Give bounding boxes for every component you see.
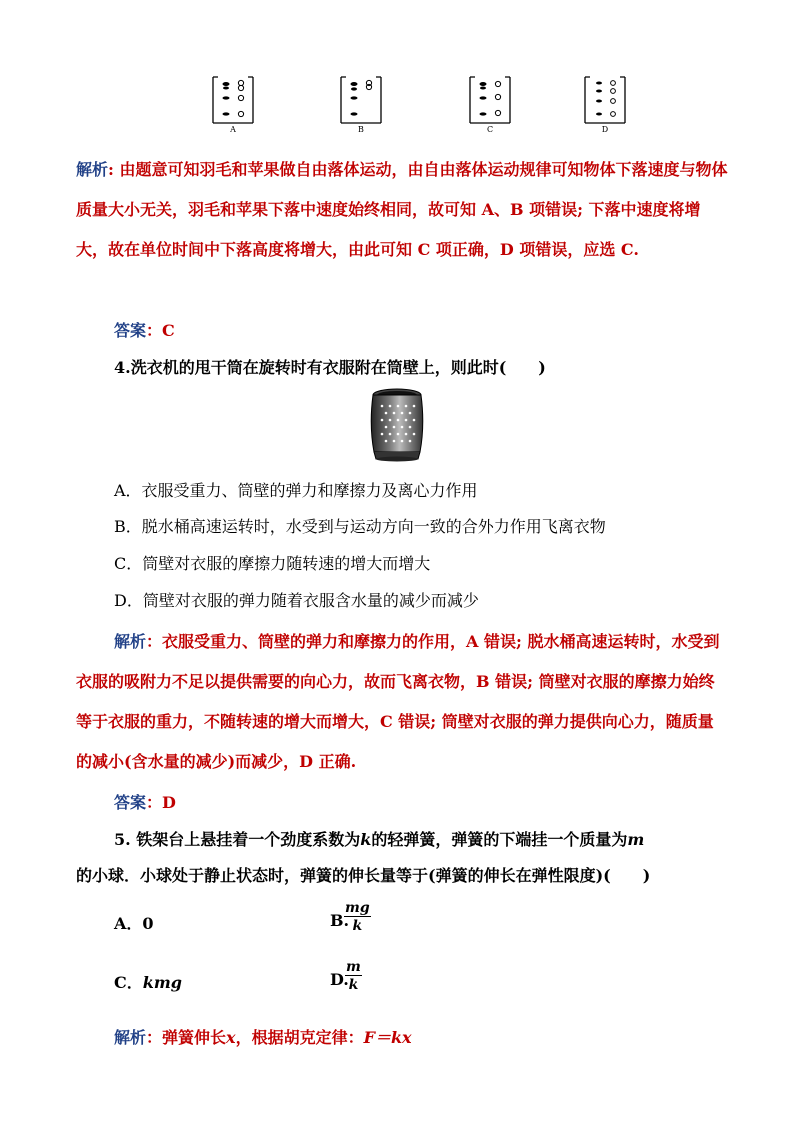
q5-option-c-prefix: C．	[114, 973, 143, 992]
q5-option-c-value: kmg	[142, 973, 182, 992]
q5-option-c	[114, 970, 182, 993]
q5-stem-1a: 5. 铁架台上悬挂着一个劲度系数为	[114, 830, 361, 849]
q5-option-a: A．0	[114, 914, 154, 933]
q5-option-b-prefix: B.	[330, 911, 350, 930]
q3-answer-value: ：C	[146, 321, 175, 340]
q4-option-c: C．筒壁对衣服的摩擦力随转速的增大而增大	[114, 554, 431, 573]
q4-analysis-text: ：衣服受重力、筒壁的弹力和摩擦力的作用，A 错误; 脱水桶高速运转时，水受到衣服的吸附力不足以提供需要的向心力，故而飞离衣物，B 错误; 筒壁对衣服的摩擦力始终等于衣服的重力，不随转速的增大而增大，C 错误; 筒壁对衣服的弹力提供向心力，随质量的减小(含水量的减少)而减少，D 正确.	[76, 632, 720, 771]
q5-analysis-x: x	[226, 1028, 236, 1047]
q3-analysis-text: : 由题意可知羽毛和苹果做自由落体运动，由自由落体运动规律可知物体下落速度与物体质量大小无关，羽毛和苹果下落中速度始终相同，故可知 A、B 项错误; 下落中速度将增大，故在单位时间中下落高度将增大，由此可知 C 项正确，D 项错误，应选 C.	[76, 160, 728, 259]
q5-stem-1b: 的轻弹簧，弹簧的下端挂一个质量为	[371, 830, 628, 849]
figure-c-drawing	[469, 76, 511, 124]
q4-analysis-label: 解析	[114, 632, 147, 651]
q5-analysis-text: ：弹簧伸长	[146, 1028, 227, 1047]
figure-b-drawing	[340, 76, 382, 124]
q5-stem-line-1	[114, 827, 644, 850]
q5-option-b-denominator: k	[352, 918, 363, 934]
q5-analysis-formula: F＝kx	[363, 1028, 412, 1047]
figure-b	[336, 76, 386, 134]
q5-stem-line-2: 的小球．小球处于静止状态时，弹簧的伸长量等于(弹簧的伸长在弹性限度)( )	[76, 866, 651, 885]
figure-c	[465, 76, 515, 134]
q4-stem: 4.洗衣机的甩干筒在旋转时有衣服附在筒壁上，则此时( )	[114, 358, 546, 377]
q5-option-d-fraction	[345, 959, 362, 994]
q5-analysis	[114, 1025, 412, 1048]
q3-answer-label: 答案	[114, 321, 147, 340]
q4-option-d: D．筒壁对衣服的弹力随着衣服含水量的减少而减少	[114, 591, 479, 610]
figure-b-label: B	[358, 125, 364, 134]
q5-option-d-denominator: k	[348, 977, 359, 993]
figure-d-label: D	[601, 125, 609, 134]
figure-a	[208, 76, 258, 134]
q4-answer-label: 答案	[114, 793, 147, 812]
q5-option-d-numerator: m	[346, 959, 361, 975]
q3-answer	[76, 318, 175, 341]
q4-analysis	[76, 622, 728, 782]
q5-analysis-text2: ，根据胡克定律：	[235, 1028, 364, 1047]
figure-d-drawing	[584, 76, 626, 124]
q5-stem-k: k	[360, 830, 372, 849]
q3-analysis-label: 解析	[76, 160, 109, 179]
q5-option-d-prefix: D.	[330, 970, 349, 989]
q5-stem-m: m	[627, 830, 645, 849]
q3-analysis	[76, 150, 728, 270]
figure-a-label: A	[230, 125, 236, 134]
q4-answer	[76, 790, 176, 813]
figure-a-drawing	[212, 76, 254, 124]
q3-analysis-paragraph	[76, 150, 728, 270]
q4-option-b: B．脱水桶高速运转时，水受到与运动方向一致的合外力作用飞离衣物	[114, 517, 606, 536]
q4-option-a: A．衣服受重力、筒壁的弹力和摩擦力及离心力作用	[114, 481, 478, 500]
q4-answer-value: ：D	[146, 793, 176, 812]
q5-analysis-label: 解析	[114, 1028, 147, 1047]
strobe-figure-row	[0, 76, 794, 138]
q4-analysis-paragraph	[76, 622, 728, 782]
dryer-drum-image	[368, 388, 426, 462]
q5-option-b-fraction	[344, 900, 371, 935]
figure-d	[580, 76, 630, 134]
q5-option-b-numerator: mg	[345, 900, 370, 916]
figure-c-label: C	[486, 125, 494, 134]
